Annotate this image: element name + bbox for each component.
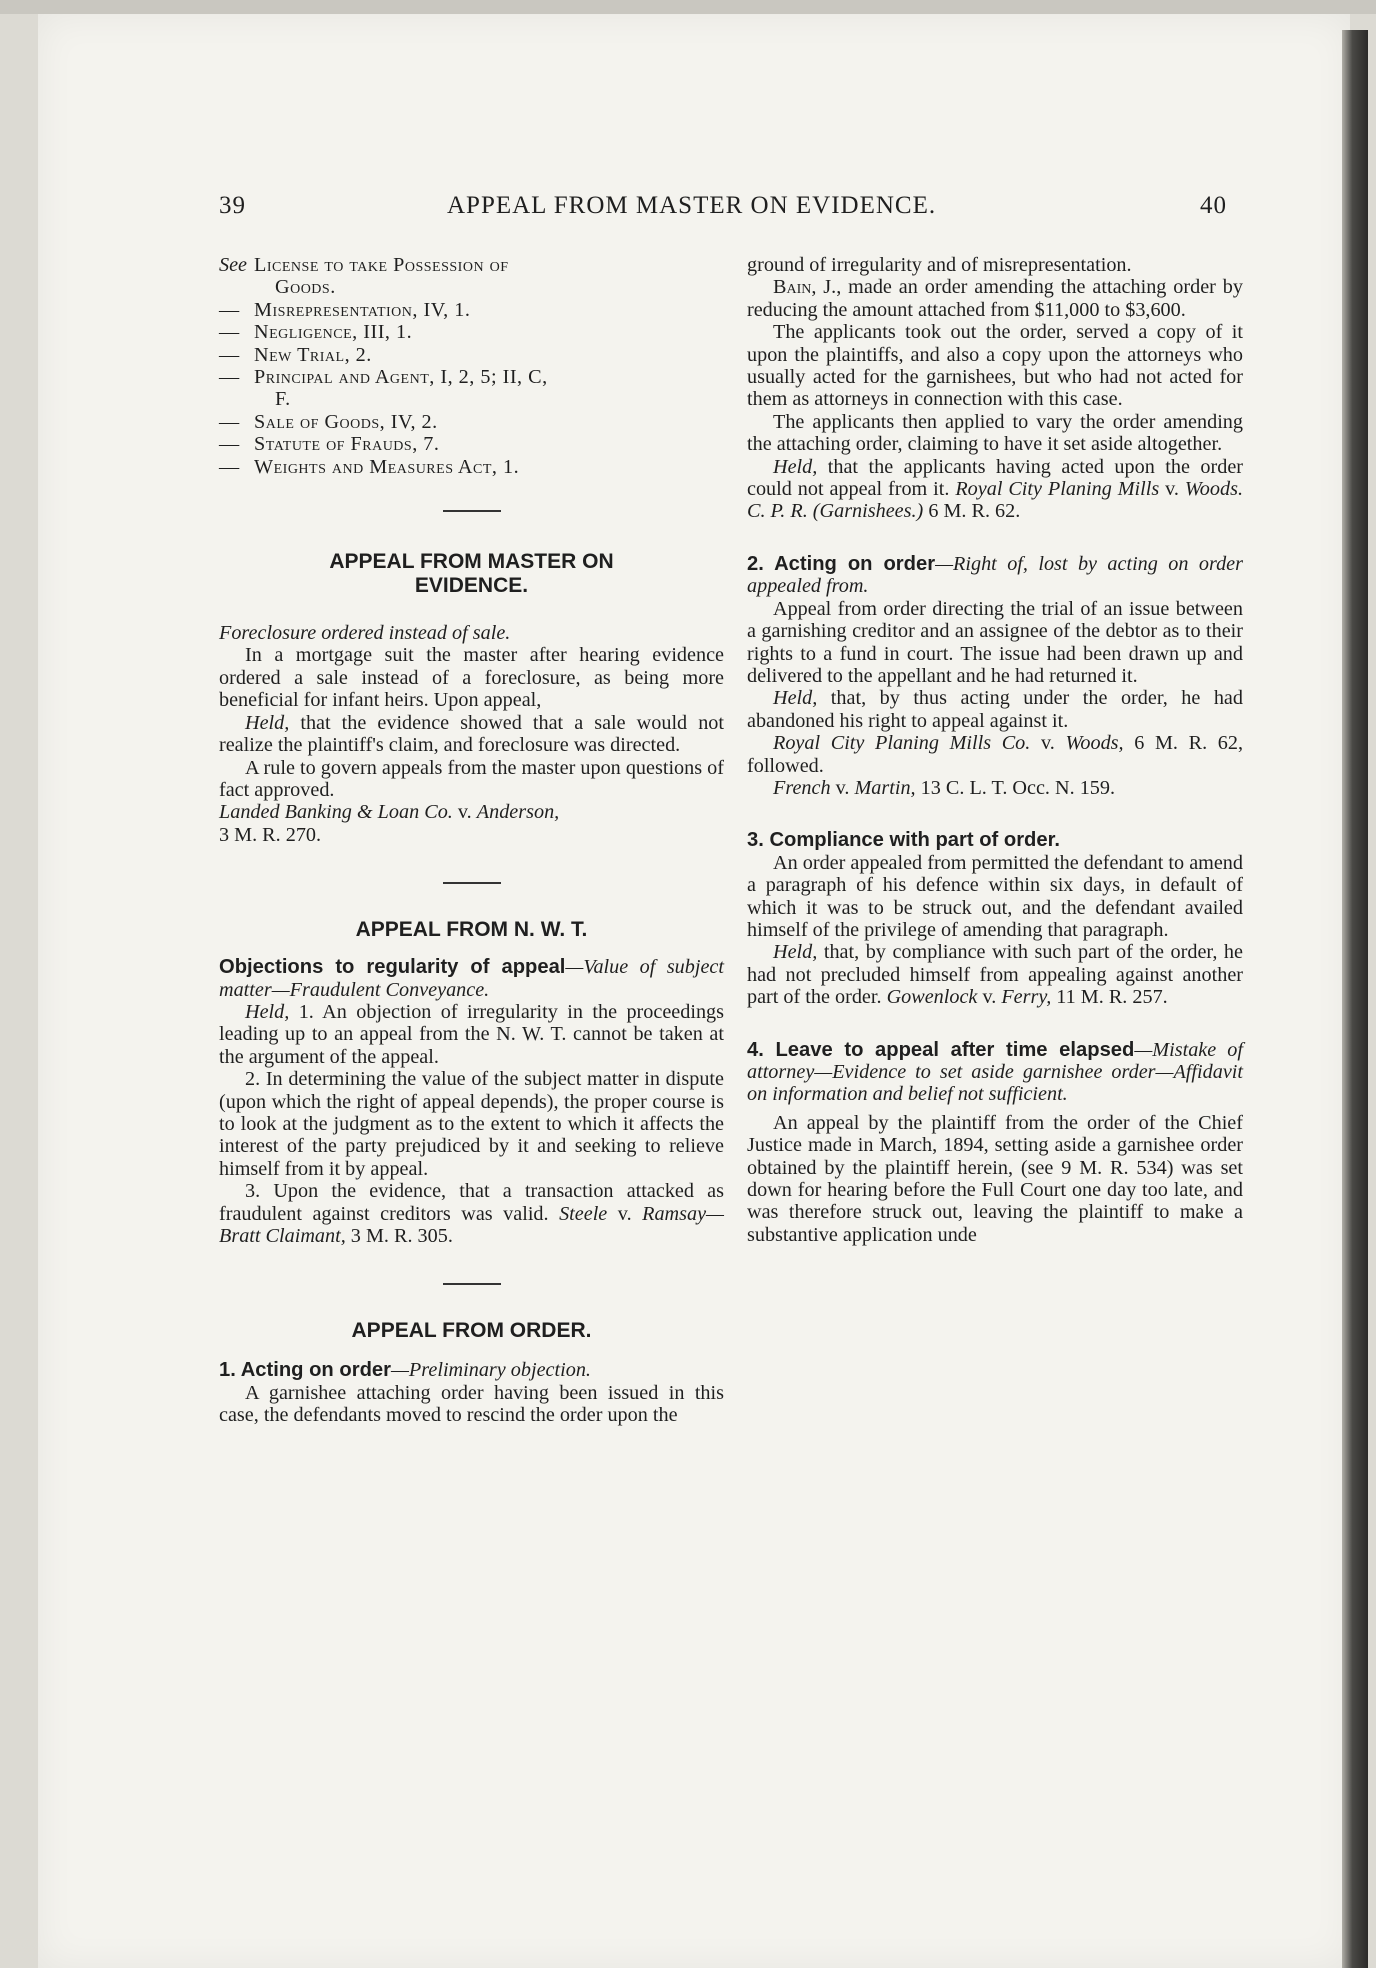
paragraph: An order appealed from permitted the defendant to amend a paragraph of his defence within six days, in default of which it was to be struck out, and the defendant availed himself of the privilege of amending that paragraph.: [747, 851, 1243, 941]
dash-mark: —: [219, 321, 240, 344]
citation-versus: v.: [830, 776, 855, 799]
held-label: Held,: [773, 687, 818, 710]
dash-mark: —: [219, 343, 240, 366]
dash-mark: —: [219, 410, 240, 433]
held-label: Held,: [773, 455, 818, 478]
subheading: [747, 1039, 1243, 1106]
catchline: Foreclosure ordered instead of sale.: [219, 622, 511, 645]
see-also-item: [219, 433, 724, 455]
book-spine-shadow: [1342, 30, 1368, 1968]
citation-party: Ramsay—Bratt Claimant,: [219, 1202, 724, 1247]
paragraph: 2. In determining the value of the subject matter in dispute (upon which the right of appeal depends), the proper course is to look at the judgment as to the extent to which it affects the interest of the party prejudiced by it and seeking to relieve himself from it by appeal.: [219, 1068, 724, 1180]
paragraph-text: made an order amending the attaching order by reducing the amount attached from $11,000 to $3,600.: [747, 276, 1243, 321]
running-head: APPEAL FROM MASTER ON EVIDENCE.: [447, 192, 937, 219]
paragraph: In a mortgage suit the master after hearing evidence ordered a sale instead of a foreclosure, as being more beneficial for infant heirs. Upon appeal,: [219, 644, 724, 712]
subheading-italic: —Right of, lost by acting on order appealed from.: [747, 552, 1243, 598]
see-also-text: Statute of Frauds, 7.: [254, 433, 440, 456]
citation-versus: v.: [977, 986, 1002, 1009]
paragraph-text: that, by compliance with such part of the order, he had not precluded himself from appealing against another part of the order.: [747, 941, 1243, 1009]
see-also-text: License to take Possession of: [254, 254, 509, 276]
citation-case: Gowenlock: [886, 986, 978, 1009]
citation-versus: v.: [452, 801, 477, 824]
paragraph: [747, 941, 1243, 1008]
citation-report: 3 M. R. 270.: [219, 823, 322, 846]
citation-case: French: [773, 776, 831, 799]
subheading: [747, 829, 1243, 851]
paragraph: [747, 456, 1243, 523]
citation-party: Woods,: [1065, 732, 1124, 755]
subheading-bold: 4. Leave to appeal after time elapsed: [747, 1038, 1135, 1061]
paragraph: A garnishee attaching order having been issued in this case, the defendants moved to rescind the order upon the: [219, 1381, 724, 1427]
citation-versus: v.: [1030, 732, 1066, 755]
left-column: [219, 254, 724, 1427]
page-number-right: 40: [1200, 192, 1227, 219]
section-heading-master: APPEAL FROM MASTER ON: [329, 550, 614, 574]
citation-party: Martin,: [854, 776, 916, 799]
see-also-list: [219, 254, 724, 478]
dash-mark: —: [219, 455, 240, 478]
citation: [747, 732, 1243, 777]
paragraph: [219, 1180, 724, 1247]
see-also-text: Principal and Agent, I, 2, 5; II, C,: [254, 366, 548, 389]
paragraph: A rule to govern appeals from the master upon questions of fact approved.: [219, 756, 724, 801]
dash-mark: —: [219, 433, 240, 456]
subheading-italic: —Preliminary objection.: [390, 1359, 591, 1382]
see-also-text: New Trial, 2.: [254, 343, 372, 366]
paragraph-text: 3. Upon the evidence, that a transaction attacked as fraudulent against creditors was valid.: [219, 1180, 724, 1225]
see-also-text: Goods.: [275, 276, 336, 299]
citation-party: Anderson,: [476, 801, 560, 824]
paragraph: [747, 276, 1243, 321]
citation-party: Ferry,: [1001, 986, 1052, 1009]
paragraph: ground of irregularity and of misrepresentation.: [747, 254, 1132, 276]
see-also-item: [219, 321, 724, 343]
see-also-text: Misrepresentation, IV, 1.: [254, 298, 471, 321]
see-also-item: [219, 366, 724, 388]
paragraph-text: that, by thus acting under the order, he had abandoned his right to appeal against it.: [747, 687, 1243, 732]
citation-party: Woods. C. P. R. (Garnishees.): [747, 478, 1243, 523]
subheading-bold: 3. Compliance with part of order.: [747, 829, 1060, 852]
citation-report: 11 M. R. 257.: [1051, 986, 1168, 1009]
held-label: Held,: [773, 941, 818, 964]
subheading-bold: 1. Acting on order: [219, 1359, 391, 1382]
citation-versus: v.: [1159, 478, 1185, 501]
citation-report: 6 M. R. 62.: [923, 500, 1021, 523]
paragraph: Appeal from order directing the trial of an issue between a garnishing creditor and an assignee of the debtor as to their rights to a fund in court. The issue had been drawn up and delivered to the appellant and he had returned it.: [747, 597, 1243, 687]
citation: [747, 777, 1243, 799]
paragraph: [747, 687, 1243, 732]
subheading-italic: —Mistake of attorney—Evidence to set aside garnishee order—Affidavit on information and belief not sufficient.: [747, 1038, 1243, 1106]
subheading: [219, 1359, 724, 1381]
see-also-text: F.: [275, 388, 291, 411]
citation-case: Steele: [559, 1202, 608, 1225]
see-also-item: [219, 276, 724, 298]
subheading: [219, 956, 724, 1001]
see-label: See: [219, 254, 248, 276]
subheading: [747, 553, 1243, 598]
paragraph: The applicants then applied to vary the order amending the attaching order, claiming to have it set aside altogether.: [747, 410, 1243, 456]
paragraph-text: 1. An objection of irregularity in the proceedings leading up to an appeal from the N. W. T. cannot be taken at the argument of the appeal.: [219, 1000, 724, 1068]
citation-report: 3 M. R. 305.: [345, 1225, 453, 1247]
citation-report: 13 C. L. T. Occ. N. 159.: [915, 776, 1116, 799]
judge-name: Bain, J.,: [773, 276, 842, 299]
citation-case: Royal City Planing Mills: [955, 478, 1160, 501]
subheading-italic: —Value of subject matter—Fraudulent Conveyance.: [219, 956, 725, 1001]
citation-versus: v.: [607, 1202, 643, 1225]
paragraph: [219, 1001, 724, 1068]
see-also-text: Negligence, III, 1.: [254, 321, 413, 344]
citation-case: Landed Banking & Loan Co.: [219, 801, 453, 824]
section-heading-nwt: APPEAL FROM N. W. T.: [355, 918, 588, 942]
see-also-text: Sale of Goods, IV, 2.: [254, 410, 438, 433]
dash-mark: —: [219, 298, 240, 321]
paragraph: The applicants took out the order, served a copy of it upon the plaintiffs, and also a copy upon the attorneys who usually acted for the garnishees, but who had not acted for them as attorneys in connection with this case.: [747, 321, 1243, 411]
paragraph-text: that the evidence showed that a sale would not realize the plaintiff's claim, and foreclosure was directed.: [219, 711, 724, 757]
right-column: [747, 254, 1243, 1246]
citation: [219, 801, 724, 823]
see-also-item: [219, 254, 724, 276]
page-number-left: 39: [219, 192, 246, 219]
subheading-bold: 2. Acting on order: [747, 552, 936, 575]
subheading-bold: Objections to regularity of appeal: [219, 956, 566, 979]
citation-report: 6 M. R. 62, followed.: [747, 732, 1243, 777]
dash-mark: —: [219, 366, 240, 389]
held-label: Held,: [245, 711, 290, 734]
paragraph: [219, 712, 724, 757]
citation-case: Royal City Planing Mills Co.: [773, 732, 1031, 755]
paragraph: An appeal by the plaintiff from the order of the Chief Justice made in March, 1894, setting aside a garnishee order obtained by the plaintiff herein, (see 9 M. R. 534) was set down for hearing before the Full Court one day too late, and was therefore struck out, leaving the plaintiff to make a substantive application unde: [747, 1111, 1243, 1246]
section-heading-order: APPEAL FROM ORDER.: [351, 1319, 592, 1343]
see-also-item: [219, 388, 724, 410]
see-also-item: [219, 411, 724, 433]
see-also-item: [219, 299, 724, 321]
held-label: Held,: [245, 1000, 290, 1023]
see-also-text: Weights and Measures Act, 1.: [254, 455, 520, 478]
see-also-item: [219, 456, 724, 478]
paragraph-text: that the applicants having acted upon the order could not appeal from it.: [747, 455, 1243, 501]
scan-top-edge: [0, 0, 1376, 14]
see-also-item: [219, 344, 724, 366]
section-heading-master-2: EVIDENCE.: [414, 574, 529, 598]
